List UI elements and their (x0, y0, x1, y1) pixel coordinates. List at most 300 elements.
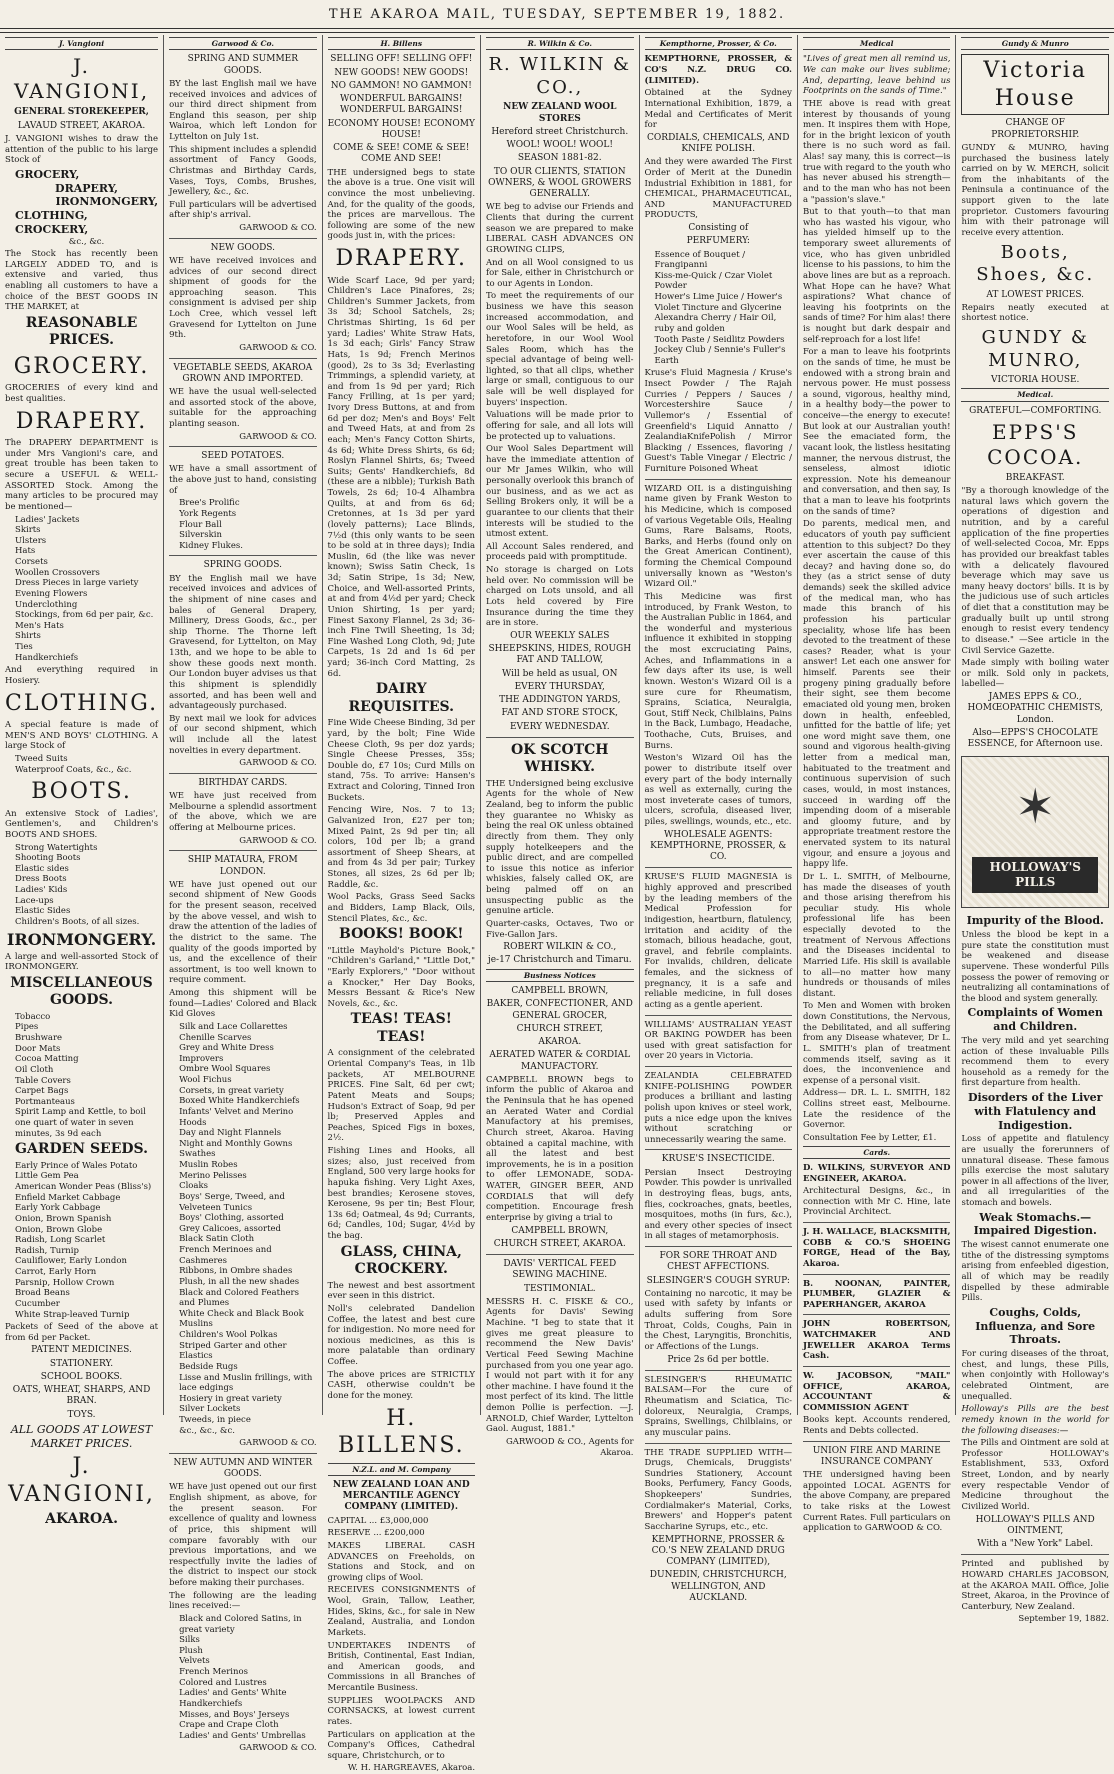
wilkin-address: Hereford street Christchurch. (491, 126, 629, 137)
list-item: Black Satin Cloth (179, 1234, 255, 1245)
ad-text: CAMPBELL BROWN begs to inform the public of Akaroa and the Peninsula that he has opened an Aerated Water and Cordial Manufactory at his premises, Church street, Akaroa. Having obtained a capital machine, with all the latest and best improvements, he is in a position to offer LEMONADE, SODA-WATER, GINGER BEER, AND CORDIALS that will defy competition. Encourage fresh enterprise by giving a trial to (486, 1074, 634, 1223)
divider (486, 1254, 633, 1255)
syrup-heading: SLESINGER'S COUGH SYRUP: (646, 1275, 790, 1286)
change-heading: CHANGE OF PROPRIETORSHIP. (991, 118, 1080, 140)
ad-text: Loss of appetite and flatulency are usually the forerunners of unnatural disease. These famous pills exercise the most salutary power in all affections of the liver, and all irregularities of the stomach and bowels. (961, 1134, 1109, 1208)
column-medical (798, 35, 956, 1534)
list-item: Grey and White Dress Improvers (179, 1043, 274, 1064)
ad-text: To meet the requirements of our business we have this season increased accommodation, and our Wool Sales will be held, as heretofore, in our Wool Wool Sales Room, which has the special advantage of being well-lighted, so that all clips, whether large or small, contiguous to our sale will be well displayed for buyers' inspection. (486, 291, 634, 408)
ad-text: ZEALANDIA CELEBRATED KNIFE-POLISHING POWDER produces a brilliant and lasting polish upon knives or steel work, puts a nice edge upon the knives without scratching or unnecessarily wearing the same. (644, 1071, 792, 1145)
ad-text: WE have the usual well-selected and assorted stock of the above, suitable for the approaching planting season. (169, 387, 317, 429)
campbell-brown: CAMPBELL BROWN, (511, 1225, 609, 1236)
ad-text: All Account Sales rendered, and proceeds paid with promptitude. (486, 541, 634, 563)
garwood-signature: GARWOOD & CO. (239, 223, 317, 233)
ad-text: "By a thorough knowledge of the natural laws which govern the operations of digestion and nutrition, and by a careful application of the fine properties of well-selected Cocoa, Mr. Epps has provided our breakfast tables with a delicately flavoured beverage which may save us many heavy doctors' bills. It is by the judicious use of such articles of diet that a constitution may be gradually built up until strong enough to resist every tendency to disease." —See article in the Civil Service Gazette. (961, 486, 1109, 656)
list-item: Silver Lockets (179, 1404, 241, 1415)
ad-text: "Little Mayhold's Picture Book," "Children's Garland," "Little Dot," "Early Explorers," "Door without a Knocker," Her Day Books, Messrs Bessant & Rice's New Novels, &c., &c. (327, 945, 476, 1009)
ad-text: Persian Insect Destroying Powder. This powder is unrivalled in destroying fleas, bugs, ants, flies, cockroaches, gnats, beetles, mosquitoes, moths (in furs, &c.), and every other species of insect in all stages of metamorphosis. (644, 1167, 792, 1242)
boots-shoes-heading: Boots, Shoes, &c. (976, 241, 1095, 285)
akaroa: AKAROA. (538, 1037, 582, 1047)
church-street: CHURCH STREET, (516, 1023, 603, 1034)
divider (169, 773, 316, 774)
list-item: Broad Beans (15, 1288, 70, 1299)
card-noonan: B. NOONAN, PAINTER, PLUMBER, GLAZIER & PAPERHANGER, AKAROA (803, 1278, 951, 1310)
autumn-list (179, 1614, 316, 1742)
ad-text: BY the English mail we have received invoices and advices of the shipment of nine cases and bales of General Drapery, Millinery, Dress Goods, &c., per ship Thorne. The Thorne left Gravesend, for Lyttelton, on May 13th, and we hope to be able to show these goods next month. Our London buyer advises us that this shipment is splendidly assorted, and has been well and advantageously purchased. (169, 573, 317, 712)
column-gundy-munro (956, 35, 1113, 1625)
list-item: Cauliflower, Early London (15, 1256, 127, 1267)
divider (803, 1441, 950, 1442)
ad-text: Our Wool Sales Department will have the immediate attention of our Mr James Wilkin, who will personally overlook this branch of our business, and as we act as Selling Brokers only, it will be a guarantee to our clients that their interests will be studied to the utmost extent. (486, 444, 634, 540)
section-header: Cards. (803, 1146, 950, 1159)
list-item: Lace-ups (15, 895, 54, 906)
ad-heading: NO GAMMON! NO GAMMON! (330, 80, 472, 91)
toys-heading: TOYS. (67, 1409, 96, 1420)
ad-heading: SEED POTATOES. (201, 451, 285, 462)
list-item: Jockey Club / Sennie's Fuller's Earth (654, 345, 786, 366)
list-item: Underclothing (15, 599, 78, 610)
ad-text: WE have just opened out our second shipment of New Goods for the present season, received by the above vessel, and wish to draw the attention of the ladies of the district to the same. The quality of the goods imported by us, and the excellence of their assortment, is too well known to require comment. (169, 879, 317, 986)
column-vangioni (0, 35, 164, 1528)
divider (645, 1246, 792, 1247)
consisting-text: Consisting of (688, 223, 749, 233)
ad-text: THE TRADE SUPPLIED WITH— Drugs, Chemicals, Druggists' Sundries Stationery, Account Books, Perfumery, Fancy Goods, Shopkeepers' Sundries, Cordialmaker's Material, Corks, Brewers' and Hopper's patent Saccharine Syrups, etc., etc. (644, 1447, 792, 1532)
lowest-prices: ALL GOODS AT LOWEST MARKET PRICES. (10, 1422, 153, 1450)
list-item: Onion, Brown Globe (15, 1224, 103, 1235)
ad-text: MAKES LIBERAL CASH ADVANCES on Freeholds, on Stations and Stock, and on growing clips of Wool. (327, 1540, 476, 1583)
address-text: Address— DR. L. L. SMITH, 182 Collins street east, Melbourne. Late the residence of the Governor. (803, 1088, 951, 1131)
ad-heading: SELLING OFF! SELLING OFF! (330, 54, 473, 65)
ad-text: Books kept. Accounts rendered, Rents and Debts collected. (803, 1415, 951, 1436)
column-header: H. Billens (328, 37, 475, 50)
ad-text: WE have just opened out our first English shipment, as above, for the present season. For excellence of quality and lowness of price, this shipment will compare favorably with our previous importations, and we respectfully invite the ladies of the district to inspect our stock before making their purchases. (169, 1482, 317, 1588)
ad-text: UNDERTAKES INDENTS of British, Continental, East Indian, and American goods, and Commissions in all Branches of Mercantile Business. (327, 1640, 476, 1693)
ad-text: THE undersigned having been appointed LOCAL AGENTS for the above Company, are prepared to take risks at the Lowest Current Rates. Full particulars on application to GARWOOD & CO. (803, 1470, 951, 1534)
divider (803, 1222, 950, 1223)
stock-lines (15, 168, 158, 247)
list-item: Silk and Lace Collarettes (179, 1021, 288, 1032)
list-item: Little Gem Pea (15, 1171, 79, 1182)
list-item: Handkerchiefs (15, 652, 79, 663)
ad-text: SLESINGER'S RHEUMATIC BALSAM—For the cure of Rheumatism and Sciatica, Tic-doloreux, Neuralgia, Cramps, Sprains, Swellings, Chilblains, or any muscular pains. (644, 1374, 792, 1438)
stock-line: DRAPERY, (55, 181, 118, 195)
vangioni-address: LAVAUD STREET, AKAROA. (17, 120, 146, 131)
ad-text: Architectural Designs, &c., in connection with Mr C. Hine, late Provincial Architect. (803, 1186, 951, 1218)
divider (486, 737, 633, 738)
shipment-list (179, 1022, 316, 1436)
ad-text: KRUSE'S FLUID MAGNESIA is highly approved and prescribed by the leading members of the Medical Profession for indigestion, heartburn, flatulency, irritation and acidity of the stomach, bilious headache, gout, gravel, and febrile complaints. For invalids, children, delicate females, and the sickness of pregnancy, it is a safe and reliable medicine, in full doses acting as a gentle aperient. (644, 872, 792, 1010)
wilkin-place: je-17 Christchurch and Timaru. (487, 955, 632, 966)
perfumery-list (655, 250, 792, 367)
stock-line: CLOTHING, CROCKERY, (15, 209, 89, 236)
school-heading: SCHOOL BOOKS. (40, 1371, 123, 1382)
stock-line: IRONMONGERY, (55, 195, 159, 209)
oats-heading: OATS, WHEAT, SHARPS, AND BRAN. (12, 1385, 151, 1407)
masthead (0, 0, 1114, 29)
coughs-heading: Coughs, Colds, Influenza, and Sore Throats. (975, 1305, 1096, 1347)
ad-text: The following are the leading lines received:— (169, 1590, 317, 1612)
ad-text: Wool Packs, Grass Seed Sacks and Bidders, Lamp Black, Oils, Stencil Plates, &c., &c. (327, 892, 476, 924)
emblem-icon: ✶ (1015, 779, 1056, 836)
misc-heading: MISCELLANEOUS GOODS. (10, 974, 153, 1009)
ad-text: And they were awarded The First Order of Merit at the Dunedin Industrial Exhibition in 1881, for CHEMICAL, PHARMACEUTICAL, AND MANUFACTURED PRODUCTS, (644, 157, 792, 221)
baker-line: BAKER, CONFECTIONER, AND GENERAL GROCER, (486, 999, 633, 1021)
drapery-heading: DRAPERY. (335, 246, 468, 271)
victoria-house-footer: VICTORIA HOUSE. (991, 375, 1080, 385)
poem-text: "Lives of great men all remind us, We can make our lives sublime; And, departing, leave behind us Footprints on the sands of Time." (803, 54, 951, 97)
pills-heading: HOLLOWAY'S PILLS AND OINTMENT, (975, 1514, 1095, 1536)
boots-list (15, 843, 158, 928)
list-item: Boxed White Handkerchiefs (179, 1096, 300, 1107)
list-item: Tooth Paste / Seidlitz Powders (654, 334, 785, 345)
garwood-signature: GARWOOD & CO. (239, 431, 317, 442)
list-item: Ombre Wool Squares (179, 1064, 271, 1075)
list-item: Velvets (179, 1656, 210, 1667)
ad-text: The Pills and Ointment are sold at Professor HOLLOWAY's Establishment, 533, Oxford Street, London, and by nearly every respectable Vendor of Medicine throughout the Civilized World. (961, 1438, 1109, 1512)
list-item: French Merinoes and Cashmeres (179, 1245, 272, 1266)
list-item: Stockings, from 6d per pair, &c. (15, 610, 154, 621)
holloway-emblem (961, 756, 1108, 908)
capital-line: CAPITAL ... £3,000,000 (327, 1515, 429, 1526)
ad-text: Made simply with boiling water or milk. Sold only in packets, labelled— (961, 658, 1109, 690)
list-item: Brushware (15, 1033, 63, 1043)
ad-text: And on all Wool consigned to us for Sale, either in Christchurch or to our Agents in London. (486, 257, 634, 289)
divider (645, 1066, 792, 1067)
ad-text: GUNDY & MUNRO, having purchased the business lately carried on by W. MERCH, solicit from the inhabitants of the Peninsula a continuance of the support given to the late proprietor. Customers favouring him with their patronage will receive every attention. (961, 142, 1109, 238)
list-item: French Merinos (179, 1667, 248, 1677)
divider (169, 850, 316, 851)
boots-heading: BOOTS. (31, 779, 132, 805)
ad-text: WE beg to advise our Friends and Clients that during the current season we are prepared to make LIBERAL CASH ADVANCES ON GROWING CLIPS, (486, 202, 634, 255)
drapery-text: The DRAPERY DEPARTMENT is under Mrs Vangioni's care, and great trouble has been taken to secure a USEFUL & WELL-ASSORTED Stock. Among the many articles to be procured may be mentioned— (5, 438, 159, 512)
list-item: Striped Garter and other Elastics (179, 1340, 287, 1362)
card-robertson: JOHN ROBERTSON, WATCHMAKER AND JEWELLER AKAROA Terms Cash. (803, 1319, 951, 1362)
ad-text: THE undersigned begs to state the above is a true. One visit will convince the most unbelieving. And, for the quality of the goods, the prices are marvellous. The following are some of the new goods just in, with the prices: (327, 167, 476, 242)
divider (169, 238, 316, 239)
column-header: J. Vangioni (5, 37, 158, 50)
repairs-text: Repairs neatly executed at shortest notice. (961, 302, 1109, 324)
ad-text: The wisest cannot enumerate one tithe of the distressing symptoms arising from enfeebled digestion, all of which may be readily dispelled by these admirable Pills. (961, 1240, 1109, 1304)
list-item: Hower's Lime Juice / Hower's Violet Tincture and Glycerine (654, 292, 783, 313)
ad-text: No storage is charged on Lots held over. No commission will be charged on Lots unsold, and all Lots held covered by Fire Insurance during the time they are in store. (486, 565, 634, 629)
list-item: Merino Pelisses (179, 1170, 247, 1181)
list-item: Shirts (15, 631, 41, 642)
garwood-signature: GARWOOD & CO. (239, 1438, 317, 1449)
ad-text: The very mild and yet searching action of these invaluable Pills recommend them to every household as a remedy for the first departure from health. (961, 1035, 1109, 1089)
vangioni-title: J. VANGIONI, (14, 54, 150, 104)
masthead-title: THE AKAROA MAIL, TUESDAY, SEPTEMBER 19, 1882. (328, 6, 786, 22)
garwood-signature: GARWOOD & CO. (239, 835, 317, 846)
list-item: American Wonder Peas (Bliss's) (15, 1182, 152, 1192)
ad-text: WE have just received from Melbourne a splendid assortment of the above, which we are offering at Melbourne prices. (169, 791, 317, 833)
divider (803, 1366, 950, 1367)
list-item: Door Mats (15, 1043, 61, 1054)
imprint-date: September 19, 1882. (1018, 1614, 1109, 1625)
divider (645, 867, 792, 868)
ironmongery-heading: IRONMONGERY. (6, 929, 157, 949)
imprint-text: Printed and published by HOWARD CHARLES JACOBSON, at the AKAROA MAIL Office, Jolie Street, Akaroa, in the Province of Canterbury, New Zealand. (961, 1559, 1109, 1612)
ad-text: Kruse's Fluid Magnesia / Kruse's Insect Powder / The Rajah Curries / Peppers / Sauces / Worcestershire Sauce / Vullemor's / Essential of Greenfield's Liquid Annatto / ZealandiaKnifePolish / Mirror Blacking / Essences, flavoring / Guest's Table Vinegar / Electric / Furniture Poisoned Wheat (644, 368, 792, 474)
hosiery-text: And everything required in Hosiery. (5, 665, 159, 686)
ad-text: BY the last English mail we have received invoices and advices of our third direct shipment from England this season, per ship Wairoa, which left London for Lyttelton on July 1st. (169, 78, 317, 142)
section-header: Medical. (961, 388, 1108, 401)
column-garwood (164, 35, 322, 1754)
clients-heading: TO OUR CLIENTS, STATION OWNERS, & WOOL GROWERS GENERALLY. (488, 166, 632, 200)
prices-heading: REASONABLE PRICES. (25, 314, 138, 349)
union-heading: UNION FIRE AND MARINE INSURANCE COMPANY (812, 1445, 941, 1467)
section-header: N.Z.L. and M. Company (328, 1463, 475, 1476)
list-item: Grey Calicoes, assorted (179, 1223, 281, 1234)
patent-heading: PATENT MEDICINES. (31, 1345, 132, 1356)
list-item: Early Prince of Wales Potato (15, 1160, 138, 1171)
davis-heading: DAVIS' VERTICAL FEED SEWING MACHINE. (503, 1259, 617, 1281)
ad-text: To Men and Women with broken down Constitutions, the Nervous, the Debilitated, and all suffering from any Disease whatever, Dr L. L. SMITH's plan of treatment commends itself, saving as it does, the inconvenience and expense of a personal visit. (803, 1001, 951, 1086)
ad-text: Fencing Wire, Nos. 7 to 13; Galvanized Iron, £27 per ton; Mixed Paint, 2s 9d per tin; all colors, 10d per lb; a grand assortment of Sheep Shears, at and from 4s 3d per pair; Turkey Stones, all sizes, 2s 6d per lb; Raddle, &c. (327, 805, 476, 890)
ad-text: WE have a small assortment of the above just to hand, consisting of (169, 464, 317, 496)
divider (645, 479, 792, 480)
dairy-heading: DAIRY REQUISITES. (348, 681, 455, 715)
weekly-heading: OUR WEEKLY SALES (510, 630, 610, 641)
thursday-text: EVERY THURSDAY, (514, 681, 605, 692)
season-heading: SEASON 1881-82. (517, 153, 602, 164)
list-item: Spirit Lamp and Kettle, to boil one quart of water in seven minutes, 3s 9d each (15, 1107, 146, 1139)
garwood-signature: GARWOOD & CO. (239, 758, 317, 769)
perfumery-heading: PERFUMERY: (686, 236, 750, 247)
list-item: Ties (15, 642, 33, 652)
church-street: CHURCH STREET, AKAROA. (493, 1238, 626, 1249)
ad-text: MESSRS H. C. FISKE & CO., Agents for Davis' Sewing Machine. "I beg to state that it gives me great pleasure to recommend the New Davis' Vertical Feed Sewing Machine purchased from you one year ago. I would not part with it for any other machine. I have found it the most perfect of its kind. The little demon Pollie is perfection. —J. ARNOLD, Chief Warder, Lyttelton Gaol. August, 1881." (486, 1296, 634, 1435)
ad-text: Weston's Wizard Oil has the power to distribute itself over every part of the body internally as well as externally, curing the most inveterate cases of tumors, ulcers, scrofula, diseased liver, piles, swellings, wounds, etc., etc. (644, 753, 792, 827)
potato-list (179, 498, 316, 551)
ad-text: Particulars on application at the Company's Offices, Cathedral square, Christchurch, or to (327, 1729, 476, 1761)
list-item: Day and Night Flannels (179, 1128, 282, 1139)
divider (645, 1370, 792, 1371)
holloway-banner: HOLLOWAY'S PILLS (972, 857, 1097, 893)
masthead-rule (0, 29, 1114, 33)
drapery-heading: DRAPERY. (15, 408, 148, 434)
ad-heading: COME & SEE! COME & SEE! COME AND SEE! (333, 143, 470, 165)
ad-text: THE Undersigned being exclusive Agents for the whole of New Zealand, beg to inform the public they guarantee no Whisky as being the real OK unless obtained directly from them. They only supply hotelkeepers and the public direct, and are compelled to issue this notice as inferior whiskies, falsely called OK, are being palmed off on an unsuspecting public as the genuine article. (486, 778, 634, 917)
list-item: Infants' Velvet and Merino Hoods (179, 1106, 294, 1128)
agents-line: WHOLESALE AGENTS: KEMPTHORNE, PROSSER, & CO. (650, 829, 787, 863)
list-item: Oil Cloth (15, 1064, 54, 1075)
list-item: Colored and Lustres (179, 1677, 267, 1688)
ad-text: WE have received invoices and advices of our second direct shipment of goods for the approaching season. This consignment is advised per ship Loch Cree, which vessel left Gravesend for Lyttelton on June 9th. (169, 255, 317, 341)
ad-text: WILLIAMS' AUSTRALIAN YEAST OR BAKING POWDER has been used with great satisfaction for over 20 years in Victoria. (644, 1019, 792, 1062)
divider (169, 446, 316, 447)
epps-signature: JAMES EPPS & CO., HOMŒOPATHIC CHEMISTS, London. (967, 692, 1103, 725)
column-header: R. Wilkin & Co. (486, 37, 633, 50)
column-header: Kempthorne, Prosser, & Co. (645, 37, 792, 50)
ironmongery-text: A large and well-assorted Stock of IRONMONGERY. (5, 951, 159, 973)
garden-list (15, 1161, 158, 1320)
ad-text: The above prices are STRICTLY CASH, otherwise couldn't be done for the money. (327, 1369, 476, 1401)
fee-text: Consultation Fee by Letter, £1. (803, 1132, 937, 1143)
testimonial-heading: TESTIMONIAL. (523, 1283, 596, 1294)
clothing-heading: CLOTHING. (5, 690, 159, 716)
column-kempthorne (640, 35, 798, 1603)
column-billens (323, 35, 481, 1774)
divider (169, 555, 316, 556)
list-item: Dress Pieces in large variety (15, 578, 139, 589)
list-item: Tweed Suits (15, 753, 68, 764)
list-item: Flour Ball (179, 519, 222, 530)
list-item: Shooting Boots (15, 853, 81, 864)
wilkin-signature: ROBERT WILKIN & CO., (503, 942, 617, 953)
list-item: Waterproof Coats, &c., &c. (15, 764, 132, 775)
grocery-text: GROCERIES of every kind and best qualities. (5, 383, 159, 404)
list-item: Pipes (15, 1022, 39, 1033)
list-item: Misses, and Boys' Jerseys (179, 1709, 290, 1720)
nz-loan-title: NEW ZEALAND LOAN AND MERCANTILE AGENCY COMPANY (LIMITED). (332, 1479, 470, 1513)
list-item: Table Covers (15, 1075, 71, 1086)
disorders-heading: Disorders of the Liver with Flatulency and Indigestion. (967, 1091, 1103, 1132)
list-item: Bree's Prolific (179, 498, 240, 509)
impurity-heading: Impurity of the Blood. (966, 914, 1104, 928)
list-item: Kiss-me-Quick / Czar Violet Powder (654, 270, 773, 292)
wool-stores: NEW ZEALAND WOOL STORES (503, 102, 617, 124)
ad-text: Full particulars will be advertised after ship's arrival. (169, 199, 317, 221)
list-item: Boys' Clothing, assorted (179, 1213, 284, 1224)
list-item: Elastic sides (15, 863, 69, 874)
teas-heading: TEAS! TEAS! TEAS! (350, 1011, 452, 1045)
list-item: &c., &c., &c. (179, 1425, 235, 1436)
ad-heading: SPRING AND SUMMER GOODS. (187, 54, 299, 76)
boots-text: An extensive Stock of Ladies', Gentlemen's, and Children's BOOTS AND SHOES. (5, 808, 159, 840)
garwood-signature: GARWOOD & CO. (239, 1743, 317, 1754)
hargreaves-signature: W. H. HARGREAVES, Akaroa. (347, 1763, 476, 1774)
ad-heading: NEW AUTUMN AND WINTER GOODS. (173, 1457, 313, 1480)
list-item: Corsets, in great variety (179, 1085, 284, 1096)
list-item: Early York Cabbage (15, 1203, 101, 1214)
ad-text: Dr L. L. SMITH, of Melbourne, has made the diseases of youth and those arising therefrom his peculiar study. His whole professional life has been especially devoted to the treatment of Nervous Affections and the Diseases incidental to Married Life. His skill is available to all—no matter how many hundreds or thousands of miles distant. (803, 871, 951, 999)
list-item: Ladies' Jackets (15, 514, 80, 525)
ad-heading: SHIP MATAURA, FROM LONDON. (187, 855, 298, 877)
list-item: Skirts (15, 525, 41, 536)
ad-text: By next mail we look for advices of our second shipment, which will include all the latest novelties in every department. (169, 713, 317, 756)
reserve-line: RESERVE ... £200,000 (327, 1528, 425, 1539)
wilkin-title: R. WILKIN & CO., (488, 54, 632, 98)
list-item: White Check and Black Book Muslins (179, 1308, 304, 1330)
weak-heading: Weak Stomachs.—Impaired Digestion. (973, 1210, 1097, 1238)
divider (645, 1443, 792, 1444)
garden-heading: GARDEN SEEDS. (15, 1141, 149, 1158)
divider (169, 1453, 316, 1454)
list-item: Evening Flowers (15, 588, 88, 599)
column-header: Medical (803, 37, 950, 50)
ad-text: WIZARD OIL is a distinguishing name given by Frank Weston to his Medicine, which is composed of various Vegetable Oils, Healing Gums, Rare Balsams, Roots, Barks, and Herbs (found only on the Great American Continent), forming the Chemical Compound universally known as "Weston's Wizard Oil." (644, 483, 792, 590)
list-item: Carpet Bags (15, 1086, 69, 1097)
list-item: Ulsters (15, 535, 47, 546)
list-item: Carrot, Early Horn (15, 1267, 97, 1277)
list-item: Dress Boots (15, 874, 67, 885)
stock-line: &c., &c. (68, 236, 105, 247)
gundy-munro-signature: GUNDY & MUNRO, (981, 327, 1089, 371)
list-item: Radish, Long Scarlet (15, 1235, 106, 1246)
ad-text: For curing diseases of the throat, chest, and lungs, these Pills, when conjointly with Holloway's celebrated Ointment, are unequalled. (961, 1349, 1109, 1402)
ad-heading: ECONOMY HOUSE! ECONOMY HOUSE! (327, 118, 475, 140)
list-item: Ladies' Kids (15, 885, 68, 895)
kempthorne-title: KEMPTHORNE, PROSSER, & CO'S N.Z. DRUG CO. (LIMITED). (644, 54, 792, 86)
list-item: Silverskin (179, 530, 222, 541)
epps-heading: EPPS'S COCOA. (987, 419, 1084, 469)
list-item: Corsets (15, 557, 48, 567)
sheepskins-heading: SHEEPSKINS, HIDES, ROUGH FAT AND TALLOW, (488, 644, 632, 666)
garwood-signature: GARWOOD & CO., Agents for Akaroa. (505, 1436, 634, 1458)
list-item: Enfield Market Cabbage (15, 1192, 121, 1203)
list-item: Bedside Rugs (179, 1361, 238, 1372)
list-item: Crape and Crape Cloth (179, 1720, 279, 1731)
list-item: Ladies' and Gents' Umbrellas (179, 1730, 306, 1741)
remedy-text: Holloway's Pills are the best remedy known in the world for the following diseases:— (961, 1404, 1109, 1436)
billens-signature: H. BILLENS. (337, 1405, 465, 1458)
ad-text: For a man to leave his footprints on the sands of time, he must be endowed with a strong brain and nervous power. He must possess a sound, vigorous, healthy mind, in a healthy body—the power to conceive—the energy to execute! But look at our Australian youth! See the emaciated form, the vacant look, the listless hesitating manner, the nervous distrust, the senseless, almost idiotic expression. Note his demeanour and conversation, and then say, Is that a man to leave his footprints on the sands of time? (803, 347, 951, 517)
sore-throat-heading: FOR SORE THROAT AND CHEST AFFECTIONS. (659, 1251, 777, 1273)
card-jacobson: W. JACOBSON, "MAIL" OFFICE, AKAROA, ACCOUNTANT & COMMISSION AGENT (803, 1370, 951, 1413)
list-item: Black and Colored Feathers and Plumes (179, 1287, 299, 1309)
ad-text: Among this shipment will be found—Ladies' Colored and Black Kid Gloves (169, 988, 317, 1020)
ad-text: This shipment includes a splendid assortment of Fancy Goods, Christmas and Birthday Cards, Vases, Toys, Combs, Brushes, Jewellery, &c., &c. (169, 144, 317, 198)
wednesday-text: EVERY WEDNESDAY. (509, 721, 610, 732)
list-item: Chenille Scarves (179, 1032, 252, 1043)
ad-heading: WONDERFUL BARGAINS! WONDERFUL BARGAINS! (340, 94, 463, 116)
clothing-list (15, 754, 158, 775)
list-item: Alexandra Cherry / Hair Oil, ruby and golden (654, 313, 777, 334)
list-item: Hats (15, 546, 36, 557)
label-text: With a "New York" Label. (977, 1539, 1094, 1549)
clothing-text: A special feature is made of MEN'S AND BOYS' CLOTHING. A large Stock of (5, 720, 159, 752)
list-item: Men's Hats (15, 620, 64, 631)
stationery-heading: STATIONERY. (49, 1358, 114, 1369)
stock-text: FAT AND STORE STOCK, (501, 708, 619, 719)
packets-text: Packets of Seed of the above at from 6d per Packet. (5, 1322, 159, 1343)
campbell-brown: CAMPBELL BROWN, (511, 986, 609, 996)
list-item: Plush, in all the new shades (179, 1276, 300, 1287)
storekeeper-subtitle: GENERAL STOREKEEPER, (14, 107, 149, 118)
yards-text: THE ADDINGTON YARDS, (499, 695, 621, 705)
list-item: Plush (179, 1645, 203, 1656)
vangioni-footer: J. VANGIONI, (8, 1454, 155, 1507)
misc-list (15, 1012, 158, 1140)
list-item: Muslin Robes (179, 1160, 238, 1170)
aerated-heading: AERATED WATER & CORDIAL MANUFACTORY. (489, 1050, 631, 1072)
ad-text: SUPPLIES WOOLPACKS AND CORNSACKS, at lowest current rates. (327, 1695, 476, 1727)
ad-text: Containing no narcotic, it may be used with safety by infants or adults suffering from Sore Throat, Colds, Coughs, Pain in the Chest, Laryngitis, Bronchitis, or Affections of the Lungs. (644, 1288, 792, 1352)
vangioni-intro: J. VANGIONI wishes to draw the attention of the public to his large Stock of (5, 133, 159, 166)
ad-text: Fishing Lines and Hooks, all sizes; also, just received from England, 500 very large hooks for hapuka fishing. Very Light Axes, best brandies; Kerosene stoves, Kerosene, 9s per tin; Best Flour, 13s 6d; Oatmeal, 4s 9d; Currants, 6d; Candles, 10d; Sugar, 4½d by the bag. (327, 1146, 476, 1241)
list-item: Hosiery in great variety (179, 1393, 282, 1404)
divider (169, 358, 316, 359)
ad-text: RECEIVES CONSIGNMENTS of Wool, Grain, Tallow, Leather, Hides, Skins, &c., for sale in New Zealand, Australia, and London Markets. (327, 1585, 476, 1638)
list-item: Kidney Flukes. (179, 540, 243, 551)
list-item: Ribbons, in Ombre shades (179, 1266, 293, 1277)
ad-heading: BIRTHDAY CARDS. (198, 777, 288, 788)
price-line: Price 2s 6d per bottle. (667, 1354, 770, 1365)
ad-text: But to that youth—to that man who has wasted his vigour, who has yielded himself up to the temporary sweet allurements of vice, who has given unbridled license to his passions, to him the above lines are but as a reproach. What Hope can he have? What aspirations? What chance of leaving his footprints on the sands of time? For him alas! there is nought but dark despair and self-reproach for a lost life! (803, 207, 951, 345)
ok-whisky-heading: OK SCOTCH WHISKY. (511, 741, 609, 776)
list-item: Ladies' and Gents' White Handkerchiefs (179, 1688, 287, 1709)
list-item: Woollen Crossovers (15, 567, 100, 578)
list-item: Cloaks (179, 1181, 208, 1192)
held-text: Will be held as usual, ON (502, 668, 618, 679)
list-item: Onion, Brown Spanish (15, 1213, 112, 1224)
ad-text: The newest and best assortment ever seen in this district. (327, 1280, 476, 1302)
kempthorne-places: DUNEDIN, CHRISTCHURCH, WELLINGTON, AND AUCKLAND. (649, 1570, 787, 1603)
page-columns (0, 35, 1114, 1774)
breakfast-heading: BREAKFAST. (1005, 472, 1065, 483)
ad-heading: NEW GOODS! NEW GOODS! (334, 67, 469, 78)
list-item: York Regents (179, 508, 237, 519)
